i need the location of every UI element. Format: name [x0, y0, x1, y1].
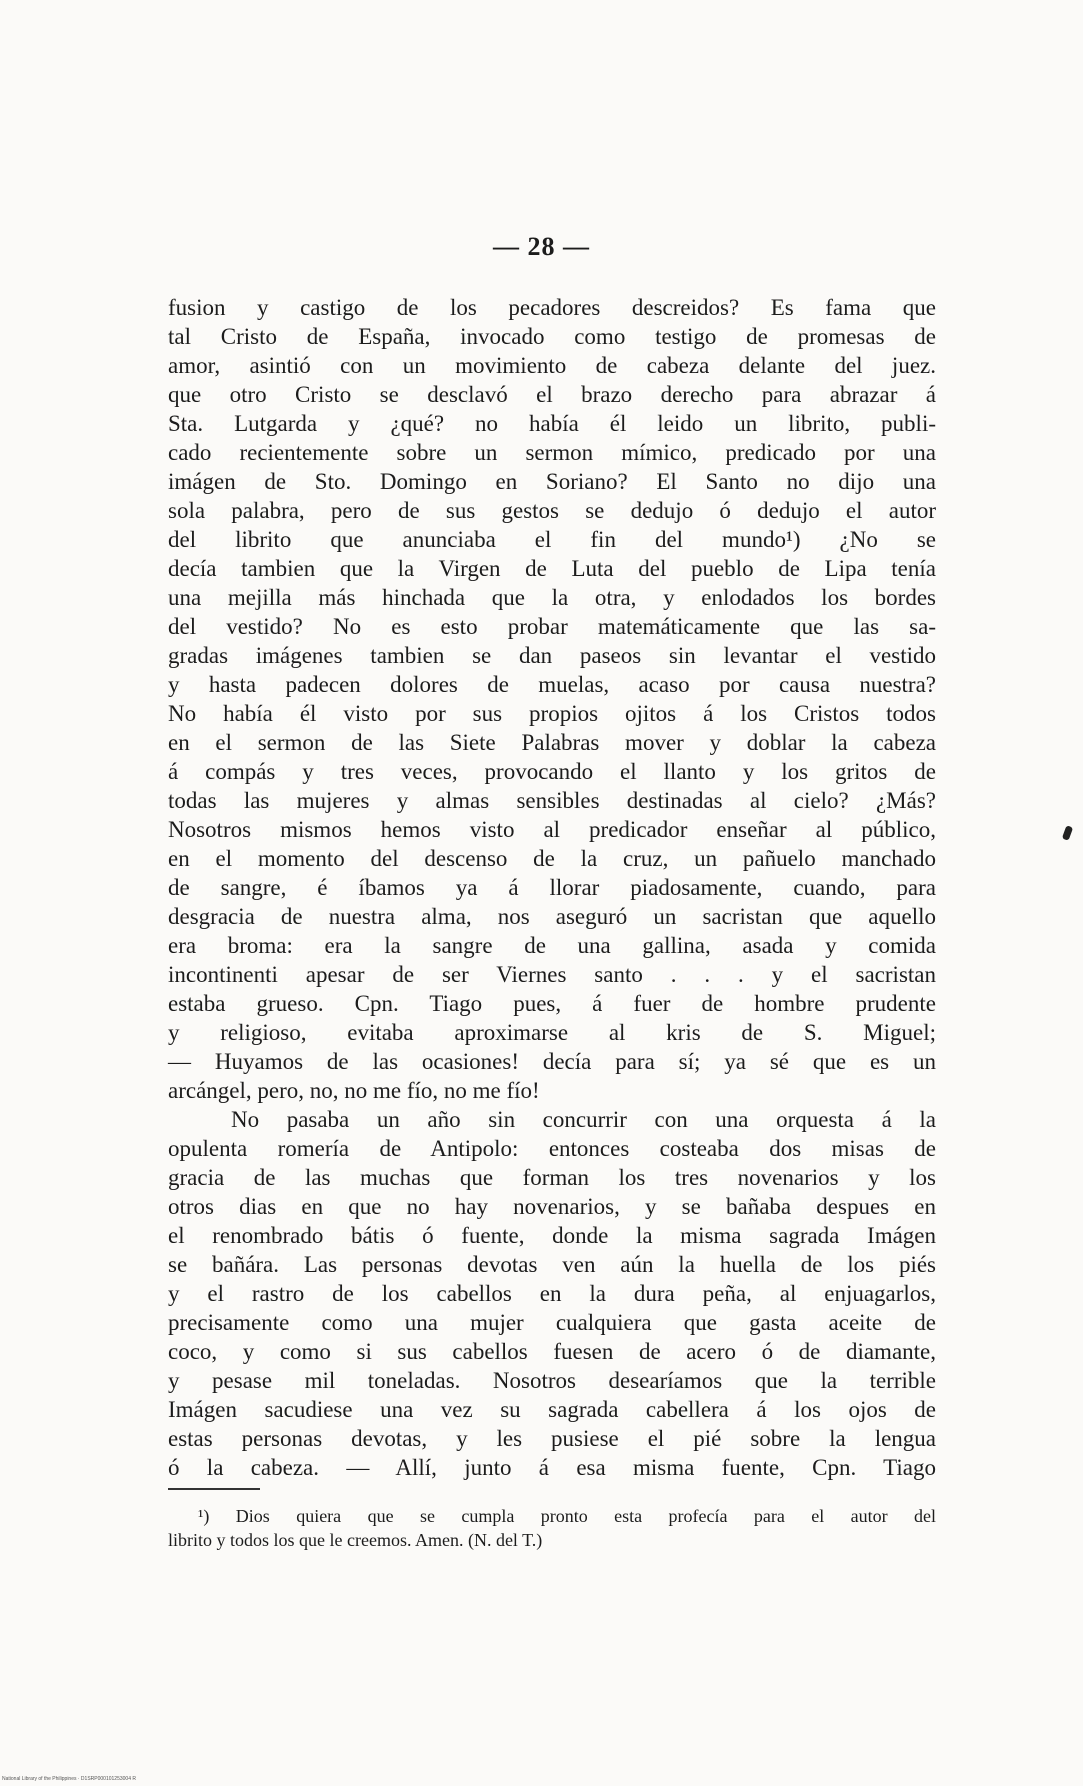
- text-line: tal Cristo de España, invocado como testigo de promesas de: [168, 324, 936, 349]
- text-line: todas las mujeres y almas sensibles destinadas al cielo? ¿Más?: [168, 788, 936, 813]
- text-line: Imágen sacudiese una vez su sagrada cabellera á los ojos de: [168, 1397, 936, 1422]
- text-line: coco, y como si sus cabellos fuesen de acero ó de diamante,: [168, 1339, 936, 1364]
- text-line: del vestido? No es esto probar matemáticamente que las sa-: [168, 614, 936, 639]
- text-line: estas personas devotas, y les pusiese el pié sobre la lengua: [168, 1426, 936, 1451]
- text-line: Sta. Lutgarda y ¿qué? no había él leido un librito, publi-: [168, 411, 936, 436]
- page-number: — 28 —: [493, 232, 590, 261]
- text-line: á compás y tres veces, provocando el llanto y los gritos de: [168, 759, 936, 784]
- text-line: No había él visto por sus propios ojitos á los Cristos todos: [168, 701, 936, 726]
- text-line: incontinenti apesar de ser Viernes santo . . . y el sacristan: [168, 962, 936, 987]
- text-line: una mejilla más hinchada que la otra, y enlodados los bordes: [168, 585, 936, 610]
- text-line: estaba grueso. Cpn. Tiago pues, á fuer de hombre prudente: [168, 991, 936, 1016]
- text-line: cado recientemente sobre un sermon mímico, predicado por una: [168, 440, 936, 465]
- body-text: [168, 293, 936, 1482]
- text-line: decía tambien que la Virgen de Luta del pueblo de Lipa tenía: [168, 556, 936, 581]
- scan-credit: National Library of the Philippines · D1SRP000101253004 R: [2, 1776, 136, 1782]
- text-line: y religioso, evitaba aproximarse al kris de S. Miguel;: [168, 1020, 936, 1045]
- text-line: en el momento del descenso de la cruz, un pañuelo manchado: [168, 846, 936, 871]
- footnote: [168, 1504, 936, 1552]
- text-line: — Huyamos de las ocasiones! decía para sí; ya sé que es un: [168, 1049, 936, 1074]
- text-line: del librito que anunciaba el fin del mundo¹) ¿No se: [168, 527, 936, 552]
- text-line: Nosotros mismos hemos visto al predicador enseñar al público,: [168, 817, 936, 842]
- footnote-line: librito y todos los que le creemos. Amen. (N. del T.): [168, 1530, 543, 1550]
- text-line: opulenta romería de Antipolo: entonces costeaba dos misas de: [168, 1136, 936, 1161]
- text-line: gracia de las muchas que forman los tres novenarios y los: [168, 1165, 936, 1190]
- text-line: el renombrado bátis ó fuente, donde la misma sagrada Imágen: [168, 1223, 936, 1248]
- text-line: precisamente como una mujer cualquiera que gasta aceite de: [168, 1310, 936, 1335]
- text-line: No pasaba un año sin concurrir con una orquesta á la: [231, 1107, 936, 1132]
- text-line: y pesase mil toneladas. Nosotros desearíamos que la terrible: [168, 1368, 936, 1393]
- text-line: fusion y castigo de los pecadores descreidos? Es fama que: [168, 295, 936, 320]
- text-line: era broma: era la sangre de una gallina, asada y comida: [168, 933, 936, 958]
- text-line: amor, asintió con un movimiento de cabeza delante del juez.: [168, 353, 936, 378]
- text-line: y el rastro de los cabellos en la dura peña, al enjuagarlos,: [168, 1281, 936, 1306]
- text-line: que otro Cristo se desclavó el brazo derecho para abrazar á: [168, 382, 936, 407]
- text-line: en el sermon de las Siete Palabras mover y doblar la cabeza: [168, 730, 936, 755]
- stray-ink-mark: [1062, 825, 1073, 841]
- text-line: se bañára. Las personas devotas ven aún la huella de los piés: [168, 1252, 936, 1277]
- text-line: arcángel, pero, no, no me fío, no me fío!: [168, 1078, 540, 1103]
- footnote-rule: [168, 1488, 260, 1490]
- text-line: y hasta padecen dolores de muelas, acaso por causa nuestra?: [168, 672, 936, 697]
- text-line: otros dias en que no hay novenarios, y se bañaba despues en: [168, 1194, 936, 1219]
- text-line: de sangre, é íbamos ya á llorar piadosamente, cuando, para: [168, 875, 936, 900]
- text-line: desgracia de nuestra alma, nos aseguró un sacristan que aquello: [168, 904, 936, 929]
- text-line: gradas imágenes tambien se dan paseos sin levantar el vestido: [168, 643, 936, 668]
- footnote-line: ¹) Dios quiera que se cumpla pronto esta profecía para el autor del: [198, 1506, 936, 1526]
- text-line: ó la cabeza. — Allí, junto á esa misma fuente, Cpn. Tiago: [168, 1455, 936, 1480]
- text-line: sola palabra, pero de sus gestos se dedujo ó dedujo el autor: [168, 498, 936, 523]
- text-line: imágen de Sto. Domingo en Soriano? El Santo no dijo una: [168, 469, 936, 494]
